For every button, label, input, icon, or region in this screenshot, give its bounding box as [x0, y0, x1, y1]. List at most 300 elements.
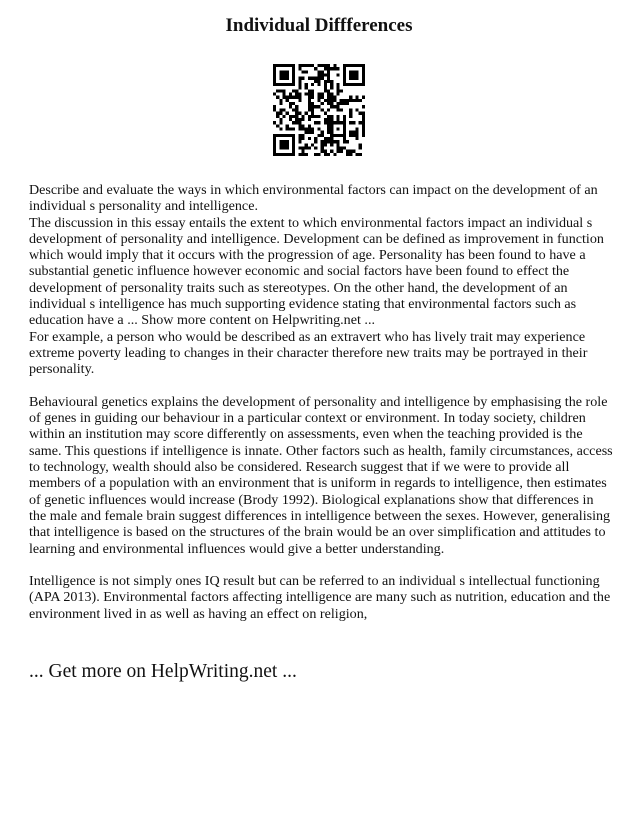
qr-code-icon[interactable] — [273, 64, 365, 156]
qr-module — [317, 115, 320, 118]
qr-module — [286, 143, 289, 146]
qr-module — [292, 108, 295, 111]
qr-module — [349, 153, 352, 156]
qr-module — [273, 134, 276, 137]
qr-module — [273, 80, 276, 83]
qr-module — [279, 140, 282, 143]
qr-module — [321, 143, 324, 146]
qr-module — [279, 70, 282, 73]
qr-module — [286, 99, 289, 102]
qr-module — [327, 77, 330, 80]
qr-module — [311, 105, 314, 108]
qr-module — [308, 102, 311, 105]
qr-module — [336, 102, 339, 105]
qr-module — [340, 102, 343, 105]
qr-module — [279, 83, 282, 86]
qr-module — [352, 77, 355, 80]
qr-module — [362, 96, 365, 99]
qr-module — [298, 64, 301, 67]
qr-module — [276, 64, 279, 67]
qr-module — [292, 134, 295, 137]
qr-module — [283, 143, 286, 146]
qr-module — [324, 80, 327, 83]
qr-module — [292, 137, 295, 140]
qr-module — [359, 121, 362, 124]
qr-module — [302, 134, 305, 137]
qr-module — [286, 64, 289, 67]
qr-module — [349, 134, 352, 137]
qr-module — [317, 121, 320, 124]
qr-module — [340, 99, 343, 102]
qr-module — [340, 121, 343, 124]
qr-module — [321, 70, 324, 73]
qr-module — [336, 89, 339, 92]
qr-module — [324, 74, 327, 77]
qr-module — [343, 99, 346, 102]
paragraph-prompt: Describe and evaluate the ways in which environmental factors can impact on the development of an individual s personality and intelligence. — [29, 182, 598, 215]
qr-module — [355, 127, 358, 130]
qr-module — [362, 127, 365, 130]
qr-module — [286, 140, 289, 143]
qr-module — [276, 124, 279, 127]
qr-module — [279, 134, 282, 137]
qr-module — [314, 80, 317, 83]
qr-module — [279, 77, 282, 80]
qr-module — [314, 137, 317, 140]
qr-module — [352, 134, 355, 137]
qr-module — [362, 105, 365, 108]
qr-module — [289, 153, 292, 156]
qr-module — [317, 127, 320, 130]
qr-module — [283, 108, 286, 111]
qr-module — [333, 99, 336, 102]
qr-module — [298, 127, 301, 130]
qr-module — [352, 150, 355, 153]
qr-module — [289, 134, 292, 137]
qr-module — [324, 99, 327, 102]
qr-module — [321, 96, 324, 99]
qr-module — [273, 146, 276, 149]
qr-module — [346, 64, 349, 67]
qr-module — [289, 93, 292, 96]
qr-module — [317, 153, 320, 156]
qr-module — [283, 89, 286, 92]
qr-module — [302, 124, 305, 127]
qr-module — [292, 127, 295, 130]
qr-module — [273, 108, 276, 111]
paragraph-example: For example, a person who would be described as an extravert who has lively trait may experience extreme poverty leading to changes in their character therefore new traits may be portrayed in their personality. — [29, 328, 588, 378]
qr-module — [311, 96, 314, 99]
qr-module — [330, 80, 333, 83]
qr-module — [330, 86, 333, 89]
qr-module — [355, 131, 358, 134]
qr-module — [330, 83, 333, 86]
qr-module — [289, 96, 292, 99]
qr-module — [343, 131, 346, 134]
qr-module — [327, 80, 330, 83]
qr-module — [317, 80, 320, 83]
qr-module — [276, 96, 279, 99]
qr-module — [330, 127, 333, 130]
qr-module — [349, 96, 352, 99]
qr-module — [346, 102, 349, 105]
qr-module — [302, 150, 305, 153]
qr-module — [311, 83, 314, 86]
qr-module — [308, 137, 311, 140]
qr-module — [292, 140, 295, 143]
qr-module — [362, 115, 365, 118]
qr-module — [298, 99, 301, 102]
qr-module — [289, 83, 292, 86]
qr-module — [298, 67, 301, 70]
qr-module — [289, 102, 292, 105]
qr-module — [283, 83, 286, 86]
qr-module — [314, 67, 317, 70]
qr-module — [305, 64, 308, 67]
qr-module — [283, 70, 286, 73]
qr-module — [308, 124, 311, 127]
qr-module — [286, 134, 289, 137]
qr-module — [327, 131, 330, 134]
qr-module — [308, 108, 311, 111]
qr-module — [327, 96, 330, 99]
qr-module — [298, 124, 301, 127]
qr-module — [295, 105, 298, 108]
qr-module — [317, 134, 320, 137]
qr-module — [343, 83, 346, 86]
qr-module — [352, 83, 355, 86]
qr-module — [302, 137, 305, 140]
qr-module — [311, 93, 314, 96]
qr-module — [333, 105, 336, 108]
qr-module — [324, 150, 327, 153]
qr-module — [330, 150, 333, 153]
qr-module — [311, 77, 314, 80]
qr-module — [273, 70, 276, 73]
qr-module — [330, 140, 333, 143]
get-more-link[interactable]: ... Get more on HelpWriting.net ... — [29, 661, 297, 682]
qr-module — [321, 77, 324, 80]
qr-module — [321, 131, 324, 134]
qr-module — [327, 115, 330, 118]
qr-module — [333, 64, 336, 67]
qr-module — [302, 64, 305, 67]
qr-module — [308, 115, 311, 118]
qr-module — [321, 102, 324, 105]
qr-module — [324, 143, 327, 146]
qr-module — [305, 131, 308, 134]
qr-module — [273, 153, 276, 156]
qr-module — [362, 70, 365, 73]
qr-module — [273, 77, 276, 80]
qr-module — [279, 127, 282, 130]
qr-module — [330, 121, 333, 124]
qr-module — [308, 96, 311, 99]
qr-module — [343, 146, 346, 149]
qr-module — [330, 118, 333, 121]
qr-module — [314, 115, 317, 118]
qr-module — [327, 124, 330, 127]
qr-module — [314, 77, 317, 80]
qr-module — [302, 115, 305, 118]
qr-module — [362, 74, 365, 77]
qr-module — [289, 118, 292, 121]
qr-module — [279, 74, 282, 77]
qr-module — [292, 153, 295, 156]
qr-module — [321, 74, 324, 77]
qr-module — [279, 121, 282, 124]
qr-module — [308, 146, 311, 149]
qr-module — [305, 153, 308, 156]
qr-module — [314, 105, 317, 108]
qr-module — [308, 105, 311, 108]
qr-module — [336, 83, 339, 86]
qr-module — [349, 83, 352, 86]
qr-module — [324, 86, 327, 89]
qr-module — [279, 99, 282, 102]
qr-module — [298, 137, 301, 140]
qr-module — [273, 64, 276, 67]
qr-module — [283, 64, 286, 67]
qr-module — [349, 121, 352, 124]
qr-module — [355, 77, 358, 80]
qr-module — [298, 140, 301, 143]
qr-module — [327, 140, 330, 143]
qr-module — [295, 96, 298, 99]
qr-module — [295, 121, 298, 124]
qr-module — [286, 77, 289, 80]
qr-module — [327, 137, 330, 140]
qr-module — [324, 64, 327, 67]
qr-module — [311, 102, 314, 105]
qr-module — [295, 93, 298, 96]
qr-module — [359, 153, 362, 156]
qr-module — [302, 70, 305, 73]
qr-module — [321, 64, 324, 67]
qr-module — [330, 115, 333, 118]
qr-module — [336, 134, 339, 137]
qr-module — [292, 102, 295, 105]
qr-module — [336, 118, 339, 121]
qr-module — [283, 153, 286, 156]
qr-module — [298, 118, 301, 121]
qr-module — [298, 134, 301, 137]
qr-module — [273, 67, 276, 70]
qr-module — [292, 64, 295, 67]
qr-module — [355, 108, 358, 111]
qr-module — [343, 64, 346, 67]
qr-module — [314, 140, 317, 143]
qr-module — [359, 64, 362, 67]
qr-module — [295, 108, 298, 111]
qr-module — [343, 127, 346, 130]
qr-module — [362, 134, 365, 137]
qr-module — [349, 77, 352, 80]
qr-module — [311, 143, 314, 146]
qr-module — [321, 134, 324, 137]
qr-module — [333, 153, 336, 156]
qr-module — [343, 124, 346, 127]
qr-module — [349, 70, 352, 73]
qr-module — [355, 70, 358, 73]
qr-module — [311, 89, 314, 92]
qr-module — [327, 153, 330, 156]
qr-module — [343, 121, 346, 124]
qr-module — [292, 150, 295, 153]
qr-module — [283, 74, 286, 77]
qr-module — [355, 153, 358, 156]
qr-module — [362, 80, 365, 83]
qr-module — [276, 83, 279, 86]
qr-module — [279, 64, 282, 67]
qr-module — [336, 150, 339, 153]
qr-module — [362, 112, 365, 115]
qr-module — [302, 77, 305, 80]
qr-module — [302, 118, 305, 121]
qr-module — [333, 134, 336, 137]
qr-module — [305, 70, 308, 73]
qr-module — [289, 105, 292, 108]
qr-module — [305, 146, 308, 149]
paragraph-intelligence: Intelligence is not simply ones IQ result but can be referred to an individual s intellectual functioning (APA 2013). Environmental factors affecting intelligence are many such as nutrition, education and the environment lived in as well as having an effect on religion, — [29, 573, 611, 622]
qr-module — [292, 121, 295, 124]
qr-module — [311, 108, 314, 111]
qr-module — [336, 108, 339, 111]
qr-module — [308, 93, 311, 96]
qr-module — [349, 64, 352, 67]
qr-module — [273, 137, 276, 140]
qr-module — [298, 121, 301, 124]
qr-module — [314, 153, 317, 156]
qr-module — [321, 93, 324, 96]
qr-module — [362, 131, 365, 134]
qr-module — [362, 124, 365, 127]
qr-module — [292, 96, 295, 99]
qr-module — [352, 74, 355, 77]
qr-module — [359, 146, 362, 149]
qr-module — [336, 146, 339, 149]
qr-module — [321, 150, 324, 153]
qr-module — [302, 153, 305, 156]
qr-module — [321, 146, 324, 149]
qr-module — [295, 89, 298, 92]
qr-module — [330, 102, 333, 105]
qr-module — [355, 83, 358, 86]
qr-module — [283, 77, 286, 80]
qr-module — [327, 99, 330, 102]
qr-module — [283, 115, 286, 118]
qr-module — [308, 89, 311, 92]
qr-module — [311, 64, 314, 67]
qr-module — [343, 74, 346, 77]
qr-module — [349, 74, 352, 77]
qr-module — [362, 77, 365, 80]
qr-module — [336, 93, 339, 96]
qr-module — [355, 64, 358, 67]
qr-module — [327, 121, 330, 124]
qr-module — [276, 134, 279, 137]
qr-module — [352, 99, 355, 102]
qr-module — [298, 112, 301, 115]
qr-module — [292, 77, 295, 80]
qr-module — [295, 118, 298, 121]
qr-module — [336, 67, 339, 70]
qr-module — [273, 74, 276, 77]
qr-module — [333, 67, 336, 70]
qr-module — [355, 96, 358, 99]
qr-module — [324, 112, 327, 115]
qr-module — [336, 127, 339, 130]
qr-module — [349, 99, 352, 102]
qr-module — [343, 77, 346, 80]
qr-module — [343, 102, 346, 105]
qr-module — [292, 70, 295, 73]
qr-module — [279, 112, 282, 115]
qr-module — [336, 74, 339, 77]
qr-module — [283, 134, 286, 137]
qr-module — [346, 99, 349, 102]
qr-module — [276, 153, 279, 156]
qr-module — [324, 118, 327, 121]
qr-module — [295, 115, 298, 118]
qr-module — [305, 143, 308, 146]
qr-module — [349, 150, 352, 153]
qr-module — [298, 146, 301, 149]
qr-module — [305, 83, 308, 86]
qr-module — [273, 150, 276, 153]
qr-module — [276, 112, 279, 115]
qr-module — [302, 127, 305, 130]
qr-module — [283, 140, 286, 143]
qr-module — [327, 102, 330, 105]
qr-module — [317, 74, 320, 77]
qr-module — [321, 108, 324, 111]
qr-module — [286, 124, 289, 127]
qr-module — [286, 96, 289, 99]
qr-module — [340, 134, 343, 137]
qr-module — [330, 67, 333, 70]
document-title: Individual Diffferences — [225, 15, 413, 36]
qr-module — [340, 146, 343, 149]
qr-module — [327, 118, 330, 121]
qr-module — [273, 83, 276, 86]
qr-module — [362, 118, 365, 121]
qr-module — [273, 121, 276, 124]
qr-module — [330, 124, 333, 127]
qr-module — [298, 77, 301, 80]
qr-module — [355, 99, 358, 102]
paragraph-intro: The discussion in this essay entails the extent to which environmental factors impact an individual s development of personality and intelligence. Development can be defined as improvement in function which would imply that it occurs with the progression of age. Personality has been found to have a substantial genetic influence however economic and social factors have been found to effect the development of personality traits such as stereotypes. On the other hand, the development of an individual s intelligence has much supporting evidence stating that environmental factors such as education have a ... Show more content on Helpwriting.net ... — [29, 214, 604, 329]
qr-module — [298, 93, 301, 96]
qr-module — [349, 108, 352, 111]
qr-module — [289, 115, 292, 118]
qr-module — [292, 83, 295, 86]
qr-module — [359, 143, 362, 146]
qr-module — [295, 112, 298, 115]
qr-module — [311, 112, 314, 115]
qr-module — [292, 80, 295, 83]
qr-module — [340, 108, 343, 111]
qr-module — [343, 118, 346, 121]
qr-module — [333, 140, 336, 143]
qr-module — [355, 137, 358, 140]
qr-module — [333, 96, 336, 99]
qr-module — [317, 64, 320, 67]
qr-module — [279, 89, 282, 92]
qr-module — [298, 86, 301, 89]
qr-module — [276, 89, 279, 92]
qr-code-graphic — [273, 64, 365, 156]
